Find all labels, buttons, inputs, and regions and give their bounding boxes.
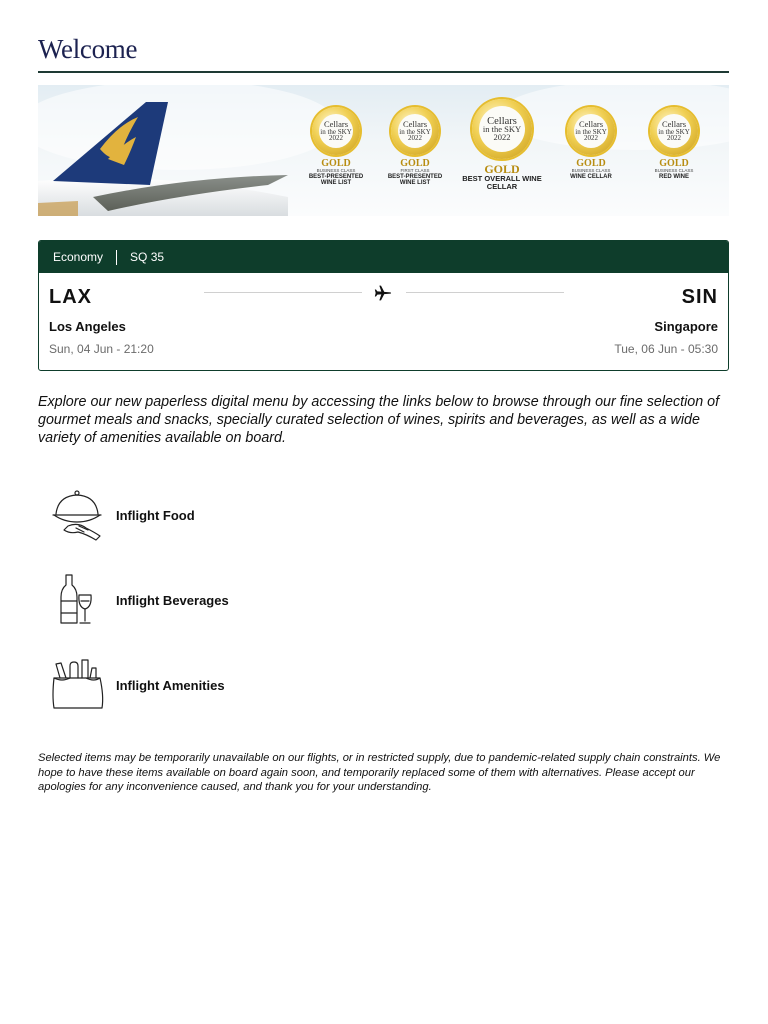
disclaimer-text: Selected items may be temporarily unavailable on our flights, or in restricted supply, due to pandemic-related supply chain constraints. We hope to have these items available on board again soon, and temporarily replaced some of them with alternatives. Please accept our apologies for any inconvenience caused, and thank you for your understanding. bbox=[38, 752, 721, 794]
medal-award: BEST-PRESENTED WINE LIST bbox=[387, 173, 443, 187]
medal-icon bbox=[472, 99, 532, 159]
medal-subtitle: in the SKY bbox=[482, 124, 522, 135]
medal-category: BUSINESS CLASS bbox=[316, 168, 356, 173]
award-medal bbox=[301, 107, 371, 187]
cloche-icon bbox=[48, 486, 106, 544]
medal-title: Cellars bbox=[487, 115, 517, 127]
flight-card bbox=[38, 240, 729, 371]
medal-grade: GOLD bbox=[321, 158, 351, 169]
medal-category: BUSINESS CLASS bbox=[654, 168, 694, 173]
destination-code: SIN bbox=[681, 286, 718, 308]
medal-grade: GOLD bbox=[484, 162, 520, 176]
medal-award: BEST-PRESENTED WINE LIST bbox=[308, 173, 364, 187]
medal-category: BUSINESS CLASS bbox=[571, 168, 611, 173]
medal-title: Cellars bbox=[661, 118, 687, 129]
medal-year: 2022 bbox=[493, 131, 511, 142]
menu-item-label: Inflight Food bbox=[116, 508, 195, 523]
medal-grade: GOLD bbox=[659, 158, 689, 169]
origin-code: LAX bbox=[49, 286, 92, 308]
departure-time: Sun, 04 Jun - 21:20 bbox=[49, 342, 154, 356]
medal-icon bbox=[567, 107, 615, 155]
medal-grade: GOLD bbox=[576, 158, 606, 169]
medal-award: BEST OVERALL WINE CELLAR bbox=[462, 174, 542, 191]
menu-item-inflight-amenities[interactable] bbox=[48, 656, 348, 716]
intro-text: Explore our new paperless digital menu by accessing the links below to browse through our fine selection of gourmet meals and snacks, specially curated selection of wines, spirits and beverages, as well as a wide variety of amenities available on board. bbox=[38, 394, 720, 446]
award-medal bbox=[639, 107, 709, 180]
medal-subtitle: in the SKY bbox=[399, 127, 431, 136]
menu-item-inflight-food[interactable] bbox=[48, 486, 348, 546]
award-medal bbox=[380, 107, 450, 187]
medal-award: WINE CELLAR bbox=[570, 173, 612, 180]
title-divider bbox=[38, 71, 729, 73]
medal-year: 2022 bbox=[408, 133, 422, 142]
origin-city: Los Angeles bbox=[49, 319, 126, 334]
header-separator bbox=[116, 250, 117, 265]
awards-banner bbox=[38, 85, 729, 216]
menu-item-label: Inflight Beverages bbox=[116, 593, 229, 608]
medal-award: RED WINE bbox=[659, 173, 689, 180]
award-medal bbox=[556, 107, 626, 180]
medal-subtitle: in the SKY bbox=[575, 127, 607, 136]
arrival-time: Tue, 06 Jun - 05:30 bbox=[614, 342, 718, 356]
medal-icon bbox=[650, 107, 698, 155]
medal-title: Cellars bbox=[402, 118, 428, 129]
medal-icon bbox=[312, 107, 360, 155]
menu-item-label: Inflight Amenities bbox=[116, 678, 225, 693]
medal-grade: GOLD bbox=[400, 158, 430, 169]
route-line-left bbox=[204, 292, 362, 293]
route-line-right bbox=[406, 292, 564, 293]
medal-subtitle: in the SKY bbox=[658, 127, 690, 136]
medal-subtitle: in the SKY bbox=[320, 127, 352, 136]
medal-title: Cellars bbox=[323, 118, 349, 129]
medal-year: 2022 bbox=[329, 133, 343, 142]
medal-icon bbox=[391, 107, 439, 155]
flight-number: SQ 35 bbox=[130, 250, 165, 264]
page-title: Welcome bbox=[38, 34, 138, 64]
menu-item-inflight-beverages[interactable] bbox=[48, 571, 348, 631]
medal-category: FIRST CLASS bbox=[400, 168, 430, 173]
amenity-kit-icon bbox=[48, 656, 106, 714]
cabin-class: Economy bbox=[53, 250, 104, 264]
medal-year: 2022 bbox=[667, 133, 681, 142]
flight-card-header bbox=[39, 241, 728, 273]
medal-year: 2022 bbox=[584, 133, 598, 142]
award-medal bbox=[460, 99, 544, 191]
airplane-icon bbox=[373, 283, 393, 303]
wine-bottle-icon bbox=[48, 571, 106, 629]
destination-city: Singapore bbox=[654, 319, 718, 334]
medal-title: Cellars bbox=[578, 118, 604, 129]
